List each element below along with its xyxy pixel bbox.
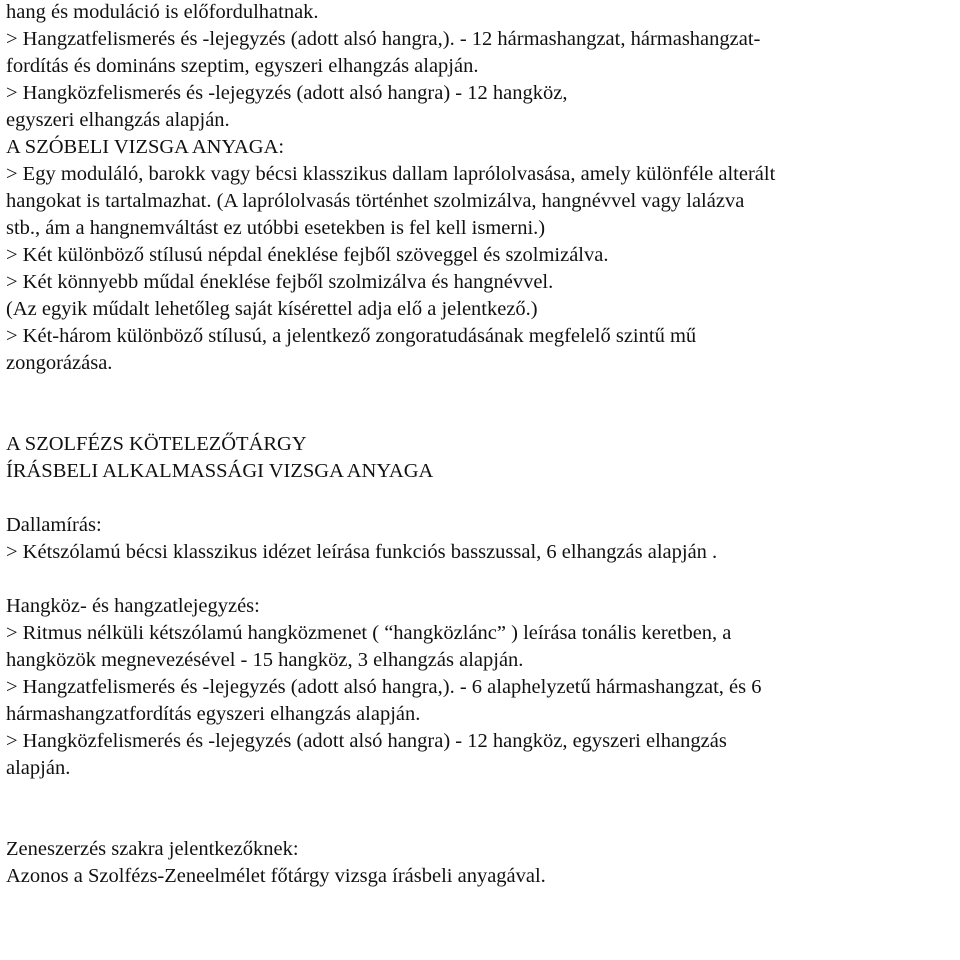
text-line: (Az egyik műdalt lehetőleg saját kísérettel adja elő a jelentkező.) bbox=[6, 298, 538, 320]
text-line: egyszeri elhangzás alapján. bbox=[6, 109, 230, 131]
section-subheading: ÍRÁSBELI ALKALMASSÁGI VIZSGA ANYAGA bbox=[6, 460, 434, 482]
text-line: > Két-három különböző stílusú, a jelentkező zongoratudásának megfelelő szintű mű bbox=[6, 325, 697, 347]
subsection-label: Dallamírás: bbox=[6, 514, 102, 536]
text-line: > Hangzatfelismerés és -lejegyzés (adott alsó hangra,). - 6 alaphelyzetű hármashangzat, és 6 bbox=[6, 676, 762, 698]
text-line: fordítás és domináns szeptim, egyszeri elhangzás alapján. bbox=[6, 55, 479, 77]
text-line: alapján. bbox=[6, 757, 71, 779]
subsection-label: Zeneszerzés szakra jelentkezőknek: bbox=[6, 838, 299, 860]
section-heading: A SZÓBELI VIZSGA ANYAGA: bbox=[6, 136, 285, 158]
text-line: hang és moduláció is előfordulhatnak. bbox=[6, 1, 319, 23]
text-line: > Hangközfelismerés és -lejegyzés (adott alsó hangra) - 12 hangköz, bbox=[6, 82, 568, 104]
text-line: > Két könnyebb műdal éneklése fejből szolmizálva és hangnévvel. bbox=[6, 271, 554, 293]
text-line: > Kétszólamú bécsi klasszikus idézet leírása funkciós basszussal, 6 elhangzás alapján . bbox=[6, 541, 718, 563]
text-line: hármashangzatfordítás egyszeri elhangzás alapján. bbox=[6, 703, 421, 725]
text-line: > Egy moduláló, barokk vagy bécsi klasszikus dallam laprólolvasása, amely különféle alterált bbox=[6, 163, 776, 185]
text-line: hangközök megnevezésével - 15 hangköz, 3 elhangzás alapján. bbox=[6, 649, 524, 671]
text-line: Azonos a Szolfézs-Zeneelmélet főtárgy vizsga írásbeli anyagával. bbox=[6, 865, 546, 887]
text-line: > Hangközfelismerés és -lejegyzés (adott alsó hangra) - 12 hangköz, egyszeri elhangzás bbox=[6, 730, 727, 752]
section-heading: A SZOLFÉZS KÖTELEZŐTÁRGY bbox=[6, 433, 307, 455]
text-line: > Két különböző stílusú népdal éneklése fejből szöveggel és szolmizálva. bbox=[6, 244, 609, 266]
text-line: > Hangzatfelismerés és -lejegyzés (adott alsó hangra,). - 12 hármashangzat, hármashangzat- bbox=[6, 28, 761, 50]
text-line: stb., ám a hangnemváltást ez utóbbi esetekben is fel kell ismerni.) bbox=[6, 217, 546, 239]
text-line: hangokat is tartalmazhat. (A laprólolvasás történhet szolmizálva, hangnévvel vagy lalázva bbox=[6, 190, 745, 212]
subsection-label: Hangköz- és hangzatlejegyzés: bbox=[6, 595, 260, 617]
text-line: zongorázása. bbox=[6, 352, 113, 374]
text-line: > Ritmus nélküli kétszólamú hangközmenet ( “hangközlánc” ) leírása tonális keretben, a bbox=[6, 622, 732, 644]
